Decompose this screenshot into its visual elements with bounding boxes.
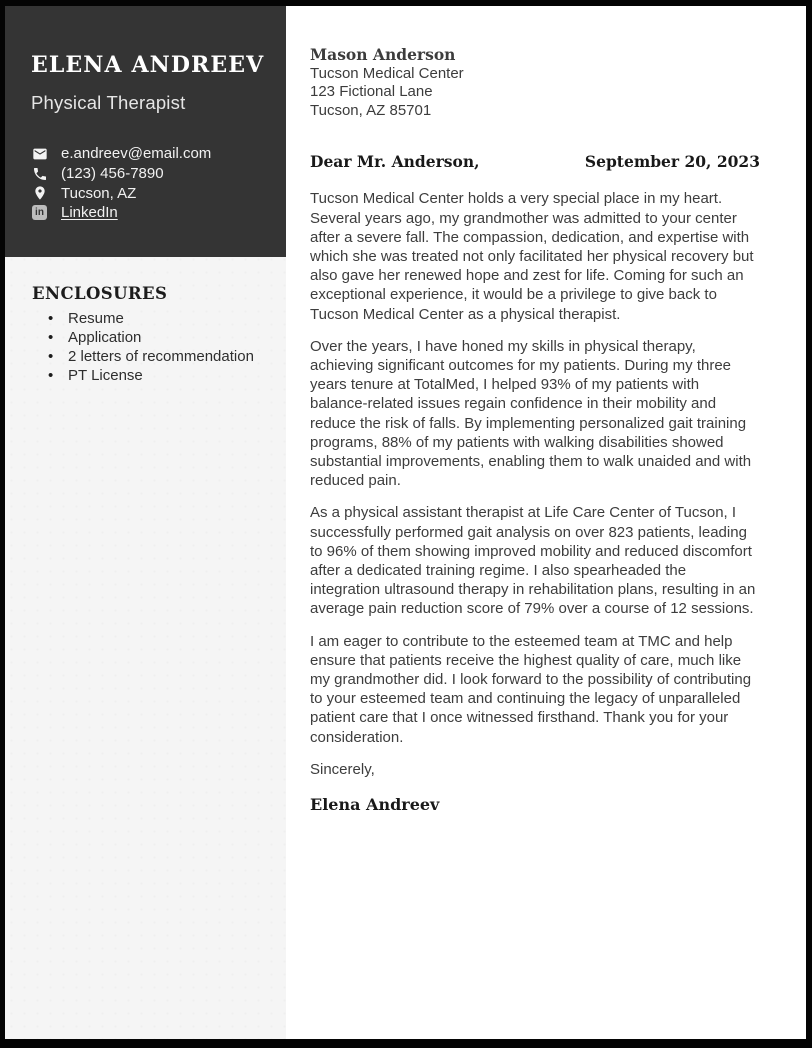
letter-body	[286, 6, 806, 1039]
contact-list	[31, 144, 268, 223]
paragraph-intro: Tucson Medical Center holds a very special place in my heart. Several years ago, my grandmother was admitted to your center after a severe fall. The compassion, dedication, and expertise with which she was treated not only facilitated her physical recovery but also gave her renewed hope and zest for life. Coming for such an exceptional experience, it would be a privilege to give back to Tucson Medical Center as a physical therapist.	[310, 190, 754, 323]
signature: Elena Andreev	[310, 794, 440, 814]
contact-item-email	[31, 144, 268, 164]
enclosure-item-license: • PT License	[32, 366, 272, 385]
salutation: Dear Mr. Anderson,	[310, 152, 480, 172]
enclosure-item-recommendation: • 2 letters of recommendation	[32, 347, 272, 366]
sidebar-header	[5, 6, 286, 257]
linkedin-link[interactable]: LinkedIn	[61, 204, 118, 222]
location-icon	[31, 185, 48, 202]
letter-paragraphs	[310, 189, 760, 746]
recipient-name: Mason Anderson	[310, 45, 456, 64]
enclosure-item-application: • Application	[32, 328, 272, 347]
recipient-street: 123 Fictional Lane	[310, 83, 433, 101]
enclosures-list	[32, 309, 272, 385]
recipient-block	[310, 46, 760, 120]
phone-icon	[31, 165, 48, 182]
contact-item-location	[31, 183, 268, 203]
job-title: Physical Therapist	[31, 92, 186, 113]
enclosures-section	[5, 257, 286, 385]
closing: Sincerely,	[310, 760, 375, 778]
recipient-city: Tucson, AZ 85701	[310, 101, 432, 119]
person-name: ELENA ANDREEV	[31, 52, 265, 78]
contact-phone-text: (123) 456-7890	[61, 165, 164, 183]
recipient-organization: Tucson Medical Center	[310, 64, 464, 82]
paragraph-experience: Over the years, I have honed my skills in physical therapy, achieving significant outcomes for my patients. During my three years tenure at TotalMed, I helped 93% of my patients with balance-related issues regain confidence in their mobility and reduce the risk of falls. By implementing personalized gait training programs, 88% of my patients with walking disabilities showed substantial improvements, enabling them to walk unaided and with reduced pain.	[310, 337, 752, 490]
sidebar	[5, 6, 286, 1039]
letter-date: September 20, 2023	[584, 152, 760, 172]
contact-item-phone	[31, 164, 268, 184]
paragraph-achievements: As a physical assistant therapist at Life Care Center of Tucson, I successfully performed gait analysis on over 823 patients, leading to 96% of them showing improved mobility and reduced discomfort after a dedicated training regime. I also spearheaded the integration ultrasound therapy in rehabilitation plans, resulting in an average pain reduction score of 79% over a course of 12 sessions.	[310, 504, 756, 618]
salutation-row	[310, 152, 760, 171]
contact-item-linkedin	[31, 203, 268, 223]
paragraph-outro: I am eager to contribute to the esteemed team at TMC and help ensure that patients receive the highest quality of care, much like my grandmother did. I look forward to the possibility of contributing to your esteemed team and continuing the legacy of unparalleled patient care that I once witnessed firsthand. Thank you for your consideration.	[310, 632, 752, 746]
enclosures-heading: ENCLOSURES	[32, 284, 168, 303]
contact-location-text: Tucson, AZ	[61, 184, 137, 202]
linkedin-icon: in	[31, 204, 48, 221]
contact-email-text: e.andreev@email.com	[61, 145, 212, 163]
enclosure-item-resume: • Resume	[32, 309, 272, 328]
email-icon	[31, 145, 48, 162]
